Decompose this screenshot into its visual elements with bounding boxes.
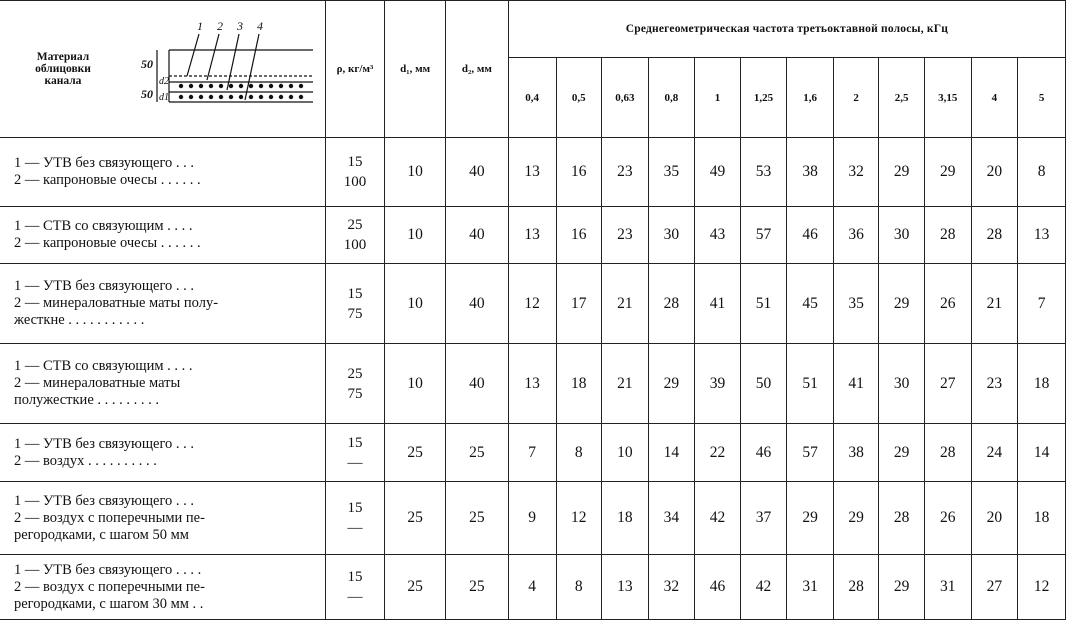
material-cell [0, 344, 325, 424]
material-cell [0, 207, 325, 264]
density-cell [325, 207, 385, 264]
attenuation-value: 35 [833, 264, 879, 344]
table-row [0, 424, 1066, 482]
sketch-dim-bottom: 50 [140, 87, 153, 101]
attenuation-value: 29 [833, 482, 879, 555]
density-value: 15 [347, 285, 363, 302]
attenuation-value: 26 [924, 264, 971, 344]
freq-header: 0,4 [508, 58, 556, 138]
attenuation-value: 39 [695, 344, 741, 424]
density-value: 15 [347, 154, 363, 170]
density-value: — [347, 454, 363, 471]
density-cell [325, 424, 385, 482]
d1-cell: 10 [385, 264, 446, 344]
material-line: 1 — СТВ со связующим . . . . [14, 358, 193, 374]
attenuation-value: 41 [833, 344, 879, 424]
attenuation-value: 29 [879, 424, 925, 482]
attenuation-value: 45 [787, 264, 834, 344]
attenuation-value: 7 [1018, 264, 1066, 344]
material-line: 2 — воздух с поперечными пе- [14, 578, 205, 595]
attenuation-value: 8 [1018, 138, 1066, 207]
d2-cell: 40 [445, 138, 508, 207]
material-line: 2 — минераловатные маты [14, 375, 181, 391]
attenuation-value: 22 [695, 424, 741, 482]
attenuation-value: 51 [740, 264, 787, 344]
material-cell [0, 138, 325, 207]
material-line: полужесткие . . . . . . . . . [14, 392, 159, 408]
attenuation-value: 28 [648, 264, 695, 344]
d2-cell: 25 [445, 424, 508, 482]
attenuation-value: 32 [833, 138, 879, 207]
attenuation-value: 18 [1018, 344, 1066, 424]
attenuation-value: 28 [924, 207, 971, 264]
freq-header: 0,5 [556, 58, 602, 138]
material-cell [0, 264, 325, 344]
sketch-label-3: 3 [236, 19, 243, 33]
header-rho: ρ, кг/м³ [325, 1, 385, 138]
sketch-dim-d1: d1 [158, 92, 169, 103]
table-row [0, 482, 1066, 555]
attenuation-value: 28 [879, 482, 925, 555]
d1-cell: 25 [385, 555, 446, 620]
attenuation-value: 13 [508, 344, 556, 424]
header-material-cell [0, 1, 325, 138]
freq-header: 0,63 [602, 58, 649, 138]
attenuation-value: 29 [648, 344, 695, 424]
attenuation-value: 28 [924, 424, 971, 482]
material-line: 1 — УТВ без связующего . . . [14, 435, 195, 452]
material-line: регородками, с шагом 30 мм . . [14, 595, 204, 612]
attenuation-value: 23 [971, 344, 1018, 424]
attenuation-value: 31 [924, 555, 971, 620]
attenuation-value: 43 [695, 207, 741, 264]
d1-cell: 25 [385, 482, 446, 555]
attenuation-value: 29 [787, 482, 834, 555]
table-row [0, 207, 1066, 264]
header-d1: d₁, мм [385, 1, 446, 138]
attenuation-value: 50 [740, 344, 787, 424]
attenuation-value: 23 [602, 138, 649, 207]
channel-lining-sketch [141, 10, 321, 128]
material-line: 2 — капроновые очесы . . . . . . [14, 235, 201, 251]
material-line: 2 — минераловатные маты полу- [14, 295, 219, 311]
attenuation-value: 37 [740, 482, 787, 555]
attenuation-value: 14 [648, 424, 695, 482]
density-value: 15 [347, 434, 363, 451]
density-value: 75 [347, 305, 363, 322]
attenuation-value: 38 [787, 138, 834, 207]
sketch-label-2: 2 [216, 19, 223, 33]
attenuation-value: 9 [508, 482, 556, 555]
d1-cell: 10 [385, 207, 446, 264]
density-cell [325, 555, 385, 620]
d2-cell: 40 [445, 207, 508, 264]
attenuation-value: 16 [556, 207, 602, 264]
material-line: 1 — УТВ без связующего . . . [14, 492, 195, 509]
attenuation-value: 49 [695, 138, 741, 207]
attenuation-value: 13 [508, 207, 556, 264]
density-value: 15 [347, 500, 363, 516]
sketch-label-1: 1 [196, 19, 203, 33]
attenuation-value: 46 [740, 424, 787, 482]
attenuation-value: 13 [602, 555, 649, 620]
density-value: 25 [347, 217, 363, 233]
material-cell [0, 424, 325, 482]
attenuation-value: 46 [787, 207, 834, 264]
attenuation-value: 21 [971, 264, 1018, 344]
d2-cell: 25 [445, 555, 508, 620]
freq-header: 1,6 [787, 58, 834, 138]
attenuation-value: 28 [971, 207, 1018, 264]
d1-cell: 10 [385, 344, 446, 424]
attenuation-value: 57 [787, 424, 834, 482]
density-cell [325, 482, 385, 555]
header-frequency-title: Среднегеометрическая частота третьоктавной полосы, кГц [508, 1, 1065, 58]
attenuation-value: 12 [508, 264, 556, 344]
attenuation-value: 32 [648, 555, 695, 620]
attenuation-value: 53 [740, 138, 787, 207]
freq-header: 2 [833, 58, 879, 138]
attenuation-value: 42 [740, 555, 787, 620]
attenuation-value: 28 [833, 555, 879, 620]
density-value: 100 [343, 174, 367, 190]
attenuation-value: 18 [602, 482, 649, 555]
table-row [0, 555, 1066, 620]
attenuation-value: 46 [695, 555, 741, 620]
freq-header: 1,25 [740, 58, 787, 138]
freq-header: 5 [1018, 58, 1066, 138]
attenuation-value: 29 [879, 264, 925, 344]
attenuation-value: 24 [971, 424, 1018, 482]
attenuation-value: 13 [1018, 207, 1066, 264]
header-material: Материал облицовки канала [35, 51, 91, 87]
attenuation-value: 10 [602, 424, 649, 482]
freq-header: 2,5 [879, 58, 925, 138]
material-line: жесткне . . . . . . . . . . . [14, 312, 145, 328]
sketch-dim-top: 50 [140, 57, 153, 71]
d2-cell: 25 [445, 482, 508, 555]
attenuation-value: 13 [508, 138, 556, 207]
attenuation-value: 14 [1018, 424, 1066, 482]
d1-cell: 25 [385, 424, 446, 482]
attenuation-value: 18 [556, 344, 602, 424]
attenuation-value: 23 [602, 207, 649, 264]
material-line: 1 — УТВ без связующего . . . . [14, 561, 202, 578]
attenuation-value: 30 [879, 207, 925, 264]
attenuation-value: 36 [833, 207, 879, 264]
density-cell [325, 138, 385, 207]
table-row [0, 138, 1066, 207]
attenuation-value: 20 [971, 138, 1018, 207]
attenuation-value: 41 [695, 264, 741, 344]
attenuation-value: 42 [695, 482, 741, 555]
attenuation-value: 21 [602, 344, 649, 424]
attenuation-value: 57 [740, 207, 787, 264]
material-line: регородками, с шагом 50 мм [14, 526, 189, 543]
material-line: 2 — капроновые очесы . . . . . . [14, 172, 201, 188]
attenuation-value: 38 [833, 424, 879, 482]
attenuation-value: 29 [879, 138, 925, 207]
attenuation-value: 29 [924, 138, 971, 207]
attenuation-value: 20 [971, 482, 1018, 555]
attenuation-value: 30 [648, 207, 695, 264]
attenuation-value: 29 [879, 555, 925, 620]
attenuation-value: 12 [556, 482, 602, 555]
density-value: 100 [343, 237, 367, 253]
attenuation-value: 7 [508, 424, 556, 482]
density-value: 75 [347, 385, 363, 402]
attenuation-value: 17 [556, 264, 602, 344]
table-row [0, 344, 1066, 424]
material-line: 2 — воздух . . . . . . . . . . [14, 452, 157, 469]
d1-cell: 10 [385, 138, 446, 207]
header-d2: d₂, мм [445, 1, 508, 138]
attenuation-value: 21 [602, 264, 649, 344]
attenuation-value: 8 [556, 555, 602, 620]
freq-header: 3,15 [924, 58, 971, 138]
density-value: 15 [347, 569, 363, 585]
freq-header: 0,8 [648, 58, 695, 138]
attenuation-value: 16 [556, 138, 602, 207]
density-cell [325, 344, 385, 424]
attenuation-value: 35 [648, 138, 695, 207]
attenuation-value: 4 [508, 555, 556, 620]
density-value: — [347, 520, 363, 536]
material-line: 1 — УТВ без связующего . . . [14, 278, 195, 294]
sketch-label-4: 4 [256, 19, 263, 33]
density-value: 25 [347, 365, 363, 382]
material-line: 2 — воздух с поперечными пе- [14, 509, 205, 526]
material-line: 1 — СТВ со связующим . . . . [14, 218, 193, 234]
attenuation-value: 27 [971, 555, 1018, 620]
attenuation-value: 27 [924, 344, 971, 424]
d2-cell: 40 [445, 264, 508, 344]
table-row [0, 264, 1066, 344]
attenuation-value: 18 [1018, 482, 1066, 555]
density-cell [325, 264, 385, 344]
attenuation-value: 31 [787, 555, 834, 620]
attenuation-value: 34 [648, 482, 695, 555]
material-cell [0, 555, 325, 620]
sketch-dim-d2: d2 [158, 76, 169, 87]
freq-header: 1 [695, 58, 741, 138]
material-line: 1 — УТВ без связующего . . . [14, 155, 195, 171]
d2-cell: 40 [445, 344, 508, 424]
material-cell [0, 482, 325, 555]
attenuation-value: 51 [787, 344, 834, 424]
attenuation-value: 30 [879, 344, 925, 424]
density-value: — [347, 589, 363, 605]
attenuation-value: 12 [1018, 555, 1066, 620]
attenuation-value: 8 [556, 424, 602, 482]
attenuation-value: 26 [924, 482, 971, 555]
freq-header: 4 [971, 58, 1018, 138]
